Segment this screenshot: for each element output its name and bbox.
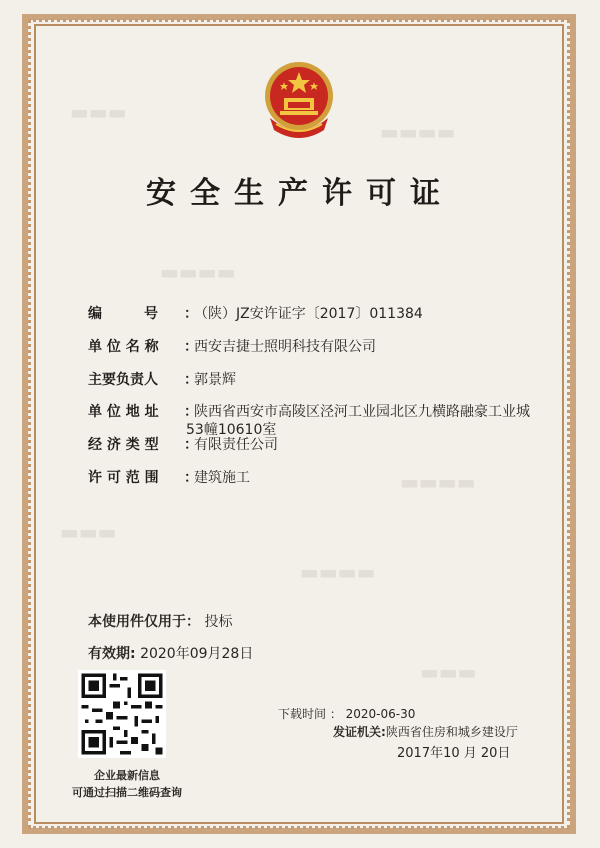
field-label: 主要负责人: [88, 372, 158, 388]
download-time: 下载时间 ： 2020-06-30: [278, 707, 416, 721]
qr-caption: [52, 767, 202, 801]
field-label: 单 位 名 称: [88, 339, 159, 355]
usage-label: 本使用件仅用于：: [88, 614, 200, 630]
usage-note: [88, 611, 232, 631]
qr-code[interactable]: [78, 670, 166, 758]
watermark: ▬▬▬: [70, 100, 127, 124]
national-emblem-icon: [262, 58, 336, 142]
watermark: ▬▬▬▬: [380, 120, 456, 144]
field-value: 有限责任公司: [194, 437, 278, 453]
validity-value: 2020年09月28日: [140, 646, 254, 662]
watermark: ▬▬▬: [60, 520, 117, 544]
field-label: 单 位 地 址: [88, 404, 159, 420]
field-number: 编 号 ：（陕）JZ安许证字〔2017〕011384: [88, 303, 423, 323]
address-line-2: 53幢10610室: [186, 422, 277, 438]
validity-label: 有效期:: [88, 646, 136, 662]
field-address: 单 位 地 址 ：陕西省西安市高陵区泾河工业园北区九横路融豪工业城: [88, 401, 530, 421]
watermark: ▬▬▬▬: [300, 560, 376, 584]
watermark: ▬▬▬▬: [400, 470, 476, 494]
field-value: 陕西省西安市高陵区泾河工业园北区九横路融豪工业城: [194, 404, 530, 420]
certificate-title: 安全生产许可证: [146, 176, 454, 211]
field-label: 许 可 范 围: [88, 470, 159, 486]
watermark: ▬▬▬▬: [160, 260, 236, 284]
usage-value: 投标: [204, 614, 233, 630]
field-label: 经 济 类 型: [88, 437, 159, 453]
watermark: ▬▬▬: [420, 660, 477, 684]
field-label: 编 号: [88, 306, 158, 322]
field-value: （陕）JZ安许证字〔2017〕011384: [194, 306, 423, 322]
issuer-value: 陕西省住房和城乡建设厅: [385, 725, 518, 739]
qr-caption-line: 企业最新信息: [94, 769, 160, 782]
issuer-label: 发证机关:: [333, 725, 386, 739]
field-economic-type: 经 济 类 型 ：有限责任公司: [88, 434, 278, 454]
qr-caption-line: 可通过扫描二维码查询: [72, 786, 182, 799]
field-scope: 许 可 范 围 ：建筑施工: [88, 467, 250, 487]
field-company-name: 单 位 名 称 ：西安吉捷士照明科技有限公司: [88, 336, 376, 356]
field-value: 建筑施工: [194, 470, 250, 486]
field-value: 西安吉捷士照明科技有限公司: [194, 339, 376, 355]
field-principal: 主要负责人 ：郭景辉: [88, 369, 236, 389]
issue-date: 2017年10 月 20日: [397, 746, 511, 761]
issuing-authority: [333, 723, 518, 740]
validity: [88, 643, 253, 663]
field-value: 郭景辉: [194, 372, 236, 388]
